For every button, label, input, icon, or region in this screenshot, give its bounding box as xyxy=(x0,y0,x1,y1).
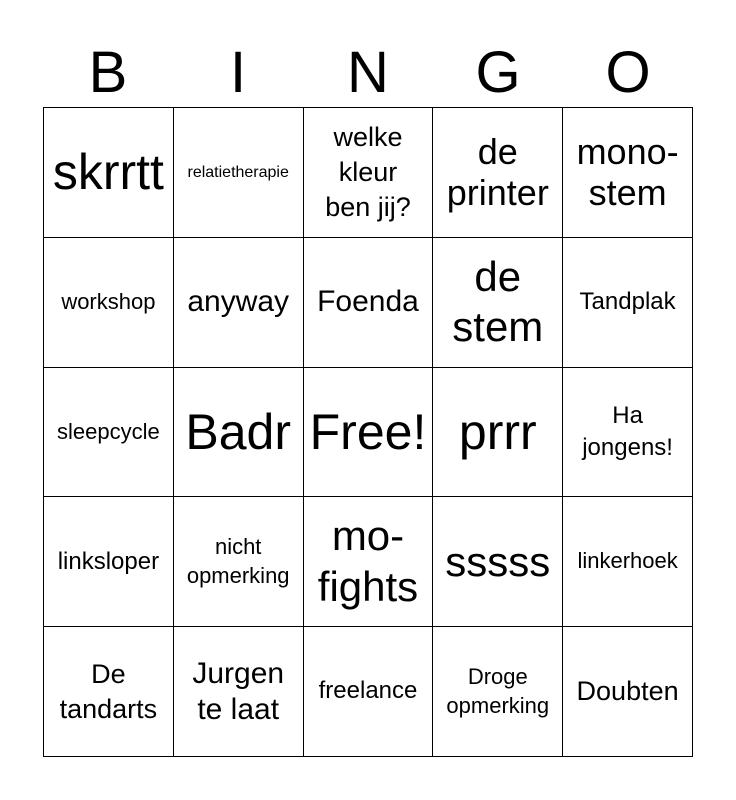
bingo-cell-r1c4[interactable] xyxy=(433,108,563,238)
bingo-header xyxy=(43,40,693,106)
cell-text: de printer xyxy=(446,131,549,214)
header-letter-o: O xyxy=(605,40,651,105)
cell-text: de stem xyxy=(452,252,544,351)
bingo-cell-r5c2[interactable] xyxy=(174,627,304,757)
bingo-cell-r2c5[interactable] xyxy=(563,238,693,368)
cell-text: De tandarts xyxy=(59,658,158,724)
cell-text: welke kleur ben jij? xyxy=(325,121,411,222)
bingo-cell-r5c4[interactable] xyxy=(433,627,563,757)
bingo-cell-r5c3[interactable] xyxy=(304,627,434,757)
bingo-cell-r1c5[interactable] xyxy=(563,108,693,238)
cell-text: Droge opmerking xyxy=(446,664,550,718)
bingo-grid xyxy=(43,107,693,757)
cell-text: skrrtt xyxy=(52,144,164,201)
bingo-cell-r3c1[interactable] xyxy=(44,368,174,498)
cell-text: Jurgen te laat xyxy=(192,656,285,726)
cell-text: freelance xyxy=(318,677,418,705)
header-letter-i: I xyxy=(229,40,247,105)
cell-text: Doubten xyxy=(576,676,679,707)
cell-text: Badr xyxy=(185,403,291,460)
header-letter-n: N xyxy=(347,40,389,105)
cell-text: sssss xyxy=(445,537,551,585)
cell-text: linkerhoek xyxy=(577,548,678,574)
header-letter-b: B xyxy=(88,40,128,105)
cell-text: Ha jongens! xyxy=(582,401,673,461)
bingo-cell-r4c4[interactable] xyxy=(433,497,563,627)
bingo-cell-r3c2[interactable] xyxy=(174,368,304,498)
bingo-cell-r3c3[interactable] xyxy=(304,368,434,498)
bingo-cell-r2c4[interactable] xyxy=(433,238,563,368)
bingo-cell-r1c3[interactable] xyxy=(304,108,434,238)
cell-text: workshop xyxy=(61,288,156,314)
cell-text: anyway xyxy=(187,285,290,319)
cell-text: sleepcycle xyxy=(57,418,160,444)
cell-text: Foenda xyxy=(317,285,419,319)
cell-text: Free! xyxy=(309,403,427,460)
bingo-cell-r4c3[interactable] xyxy=(304,497,434,627)
bingo-cell-r1c2[interactable] xyxy=(174,108,304,238)
cell-text: relatietherapie xyxy=(187,163,289,181)
cell-text: Tandplak xyxy=(579,288,676,315)
bingo-cell-r2c1[interactable] xyxy=(44,238,174,368)
header-letter-g: G xyxy=(475,40,521,105)
bingo-cell-r5c5[interactable] xyxy=(563,627,693,757)
cell-text: nicht opmerking xyxy=(186,534,290,588)
bingo-cell-r2c3[interactable] xyxy=(304,238,434,368)
bingo-cell-r3c5[interactable] xyxy=(563,368,693,498)
bingo-cell-r1c1[interactable] xyxy=(44,108,174,238)
cell-text: prrr xyxy=(458,403,537,460)
bingo-cell-r4c2[interactable] xyxy=(174,497,304,627)
bingo-cell-r3c4[interactable] xyxy=(433,368,563,498)
cell-text: linksloper xyxy=(57,547,160,575)
bingo-cell-r4c5[interactable] xyxy=(563,497,693,627)
cell-text: mo-fights xyxy=(317,512,419,610)
cell-text: mono-stem xyxy=(576,131,679,214)
bingo-cell-r2c2[interactable] xyxy=(174,238,304,368)
bingo-cell-r5c1[interactable] xyxy=(44,627,174,757)
bingo-cell-r4c1[interactable] xyxy=(44,497,174,627)
